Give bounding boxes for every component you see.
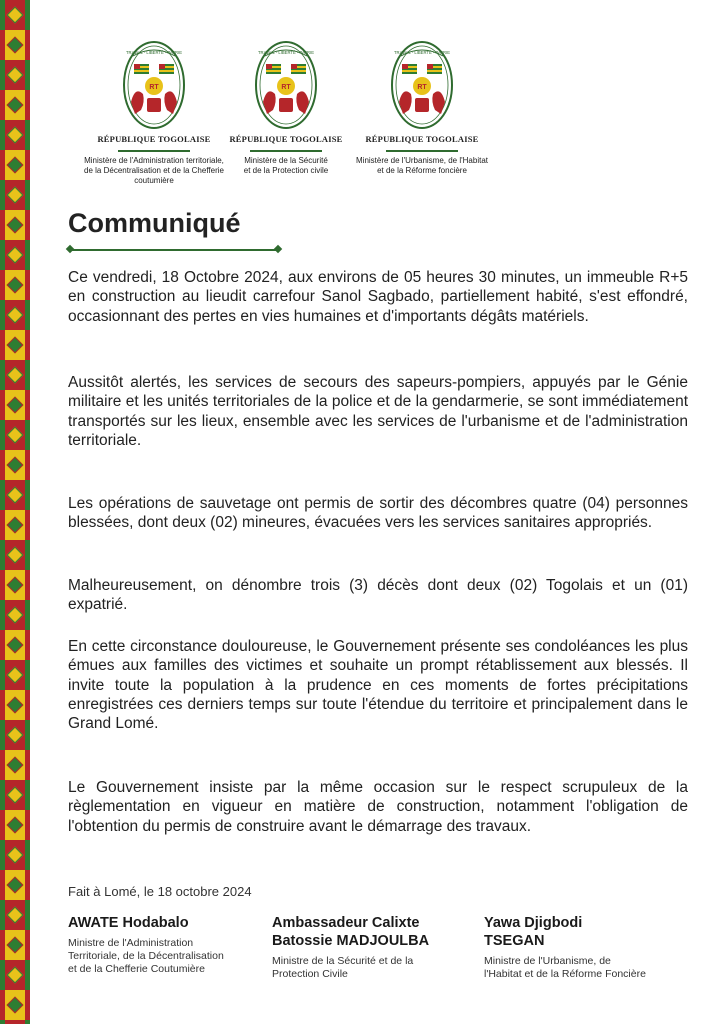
svg-text:TRAVAIL - LIBERTÉ - PATRIE: TRAVAIL - LIBERTÉ - PATRIE [394, 50, 450, 55]
band-motif [7, 187, 24, 204]
paragraph-rescue-services: Aussitôt alertés, les services de secours des sapeurs-pompiers, appuyés par le Génie militaire et les unités territoriales de la police et de la gendarmerie, se sont immédiatement transportés sur les lieux, ensemble avec les services de l'urbanisme et de l'administration territoriale. [68, 374, 688, 449]
paragraph-casualties: Malheureusement, on dénombre trois (3) décès dont deux (02) Togolais et un (01) expatrié. [68, 577, 688, 614]
band-segment [0, 870, 30, 900]
band-segment [0, 660, 30, 690]
band-motif [7, 697, 24, 714]
paragraph-regulations: Le Gouvernement insiste par la même occasion sur le respect scrupuleux de la règlementation en vigueur en matière de construction, notamment l'obligation de l'obtention du permis de construire avant le démarrage des travaux. [68, 779, 688, 835]
svg-text:RT: RT [417, 84, 427, 91]
signatory-urbanism [484, 914, 646, 981]
signatory-name: Yawa Djigbodi TSEGAN [484, 915, 583, 949]
band-segment [0, 930, 30, 960]
coat-of-arms-icon [389, 40, 455, 130]
band-motif [7, 457, 24, 474]
svg-text:RT: RT [149, 84, 159, 91]
decorative-side-band [0, 0, 30, 1024]
band-motif [7, 367, 24, 384]
band-motif [7, 277, 24, 294]
band-motif [7, 667, 24, 684]
band-segment [0, 540, 30, 570]
republic-title: RÉPUBLIQUE TOGOLAISE [229, 134, 343, 144]
band-motif [7, 637, 24, 654]
coat-of-arms-icon [121, 40, 187, 130]
band-segment [0, 450, 30, 480]
coat-of-arms-icon [253, 40, 319, 130]
band-segment [0, 720, 30, 750]
band-segment [0, 270, 30, 300]
svg-text:TRAVAIL - LIBERTÉ - PATRIE: TRAVAIL - LIBERTÉ - PATRIE [126, 50, 182, 55]
band-segment [0, 960, 30, 990]
band-motif [7, 217, 24, 234]
signatory-role: Ministre de la Sécurité et de la Protection Civile [272, 955, 414, 980]
band-segment [0, 300, 30, 330]
band-motif [7, 37, 24, 54]
band-segment [0, 390, 30, 420]
band-motif [7, 7, 24, 24]
band-segment [0, 630, 30, 660]
band-segment [0, 690, 30, 720]
band-segment [0, 330, 30, 360]
band-motif [7, 907, 24, 924]
svg-text:TRAVAIL - LIBERTÉ - PATRIE: TRAVAIL - LIBERTÉ - PATRIE [258, 50, 314, 55]
band-motif [7, 967, 24, 984]
document-title: Communiqué [68, 208, 241, 238]
band-motif [7, 427, 24, 444]
signatory-administration [68, 914, 224, 976]
band-motif [7, 247, 24, 264]
band-motif [7, 577, 24, 594]
paragraph-condolences: En cette circonstance douloureuse, le Gouvernement présente ses condoléances les plus émues aux familles des victimes et souhaite un prompt rétablissement aux blessés. Il invite toute la population à la prudence en ces moments de fortes précipitations enregistrées ces derniers temps sur toute l'étendue du territoire et principalement dans le Grand Lomé. [68, 638, 688, 733]
band-segment [0, 420, 30, 450]
ministry-name: Ministère de l'Administration territoriale, de la Décentralisation et de la Chefferie coutumière [84, 155, 224, 185]
svg-text:RT: RT [281, 84, 291, 91]
ministry-name: Ministère de la Sécurité et de la Protection civile [243, 155, 329, 175]
republic-title: RÉPUBLIQUE TOGOLAISE [97, 134, 211, 144]
title-underline [70, 249, 278, 251]
band-segment [0, 30, 30, 60]
band-segment [0, 1020, 30, 1024]
band-motif [7, 787, 24, 804]
band-segment [0, 810, 30, 840]
band-segment [0, 210, 30, 240]
band-motif [7, 937, 24, 954]
band-segment [0, 120, 30, 150]
band-motif [7, 877, 24, 894]
band-motif [7, 337, 24, 354]
band-motif [7, 727, 24, 744]
band-segment [0, 150, 30, 180]
band-segment [0, 780, 30, 810]
band-motif [7, 67, 24, 84]
signatory-name: AWATE Hodabalo [68, 915, 189, 931]
ministry-name: Ministère de l'Urbanisme, de l'Habitat et de la Réforme foncière [356, 155, 488, 175]
crest-divider [386, 150, 458, 152]
crest-divider [118, 150, 190, 152]
place-and-date: Fait à Lomé, le 18 octobre 2024 [68, 884, 252, 899]
band-segment [0, 750, 30, 780]
band-motif [7, 757, 24, 774]
band-segment [0, 360, 30, 390]
band-motif [7, 997, 24, 1014]
band-motif [7, 127, 24, 144]
band-motif [7, 157, 24, 174]
signatory-role: Ministre de l'Urbanisme, de l'Habitat et de la Réforme Foncière [484, 955, 646, 980]
band-segment [0, 60, 30, 90]
band-segment [0, 600, 30, 630]
signatory-security [272, 914, 429, 981]
band-segment [0, 180, 30, 210]
band-motif [7, 397, 24, 414]
band-motif [7, 97, 24, 114]
band-segment [0, 0, 30, 30]
band-segment [0, 510, 30, 540]
band-segment [0, 900, 30, 930]
band-segment [0, 570, 30, 600]
band-motif [7, 307, 24, 324]
band-segment [0, 840, 30, 870]
signatory-role: Ministre de l'Administration Territoriale, de la Décentralisation et de la Chefferie Coutumière [68, 937, 224, 975]
paragraph-rescue-operations: Les opérations de sauvetage ont permis de sortir des décombres quatre (04) personnes blessées, dont deux (02) mineures, évacuées vers les services sanitaires appropriés. [68, 495, 688, 532]
paragraph-incident: Ce vendredi, 18 Octobre 2024, aux environs de 05 heures 30 minutes, un immeuble R+5 en construction au lieudit carrefour Sanol Sagbado, partiellement habité, s'est effondré, occasionnant des pertes en vies humaines et d'importants dégâts matériels. [68, 269, 688, 325]
band-segment [0, 990, 30, 1020]
band-motif [7, 547, 24, 564]
band-segment [0, 90, 30, 120]
band-segment [0, 240, 30, 270]
crest-divider [250, 150, 322, 152]
band-motif [7, 817, 24, 834]
band-motif [7, 517, 24, 534]
signatory-name: Ambassadeur Calixte Batossie MADJOULBA [272, 915, 430, 949]
band-motif [7, 487, 24, 504]
crest-block-urbanism [332, 40, 512, 176]
republic-title: RÉPUBLIQUE TOGOLAISE [365, 134, 479, 144]
band-motif [7, 607, 24, 624]
band-motif [7, 847, 24, 864]
band-segment [0, 480, 30, 510]
